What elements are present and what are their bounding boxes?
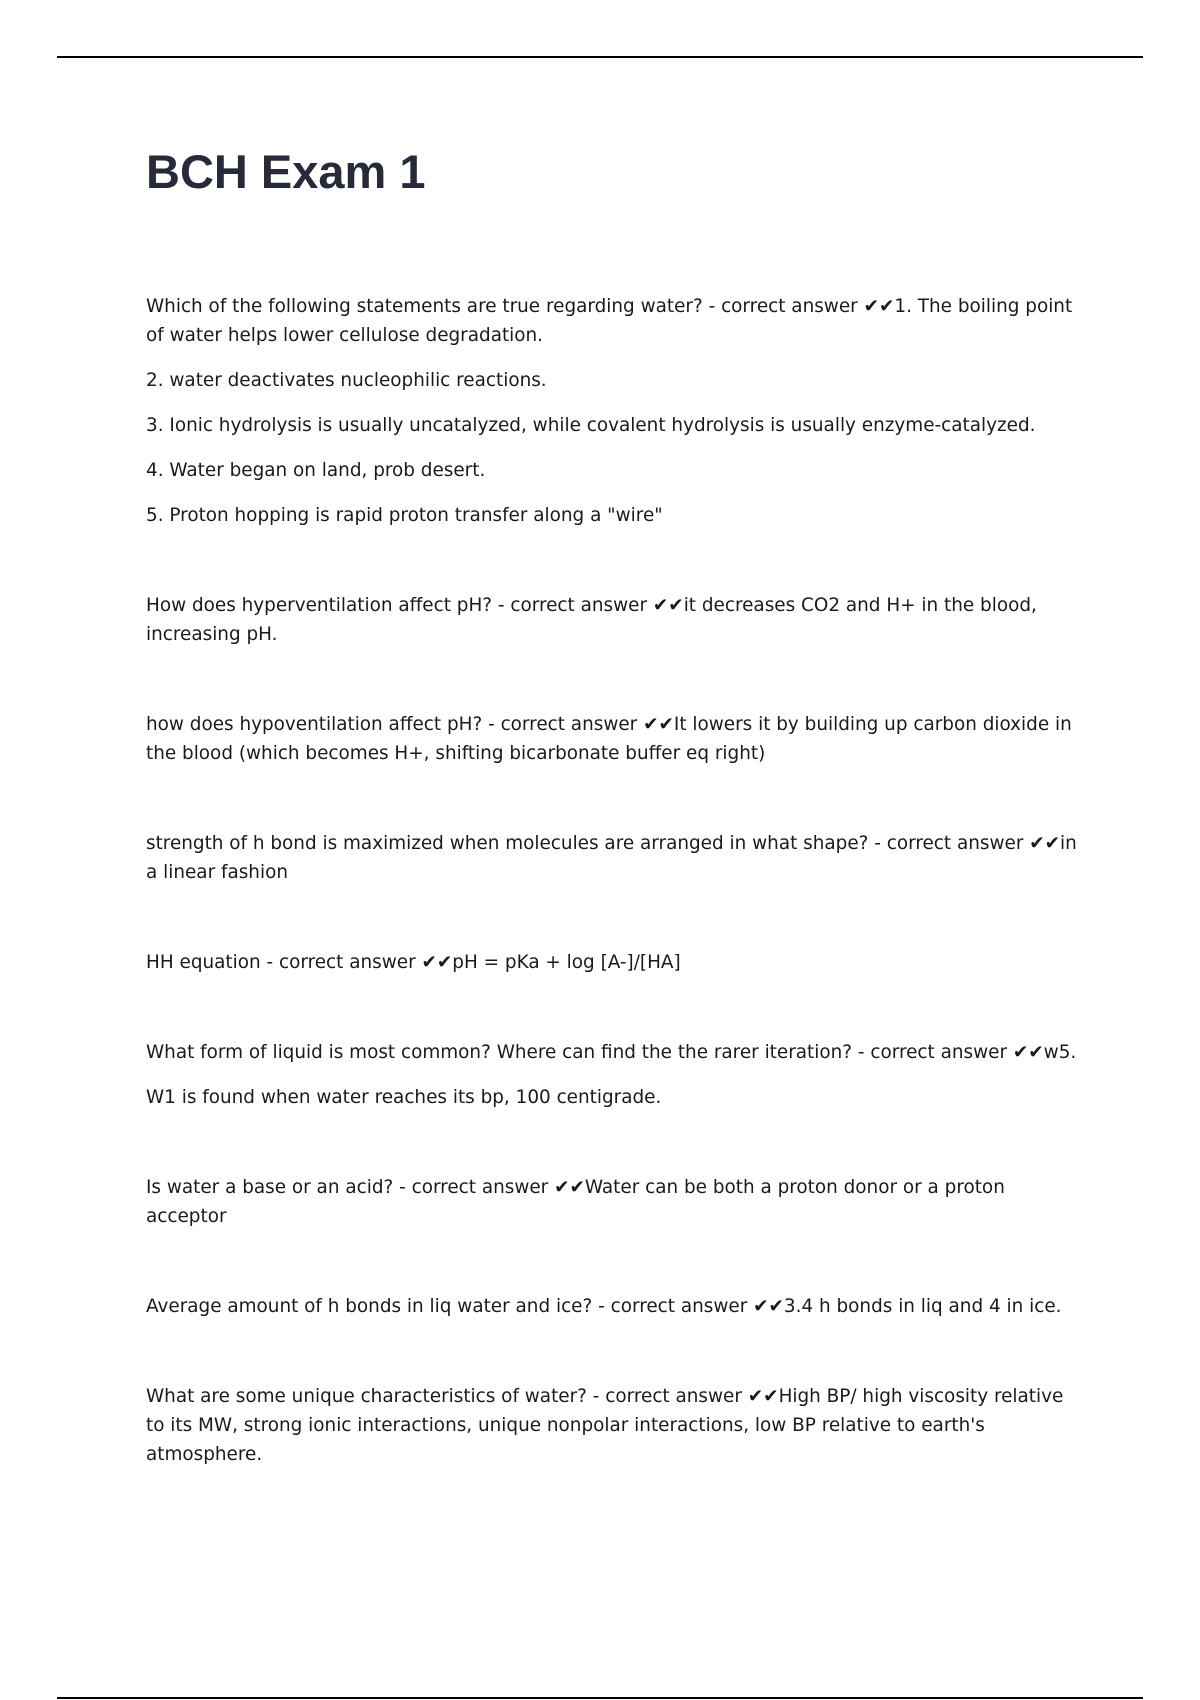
bottom-rule — [57, 1697, 1143, 1699]
qa-item — [146, 710, 1086, 768]
qa-line: Average amount of h bonds in liq water and ice? - correct answer ✔✔3.4 h bonds in liq and 4 in ice. — [146, 1296, 1062, 1317]
qa-line: 5. Proton hopping is rapid proton transfer along a "wire" — [146, 505, 663, 526]
qa-line: strength of h bond is maximized when molecules are arranged in what shape? - correct answer ✔✔in a linear fashion — [146, 833, 1077, 883]
qa-line: What are some unique characteristics of water? - correct answer ✔✔High BP/ high viscosity relative to its MW, strong ionic interactions, unique nonpolar interactions, low BP relative to earth's atmosphere. — [146, 1386, 1064, 1465]
qa-line: 3. Ionic hydrolysis is usually uncatalyzed, while covalent hydrolysis is usually enzyme-catalyzed. — [146, 415, 1036, 436]
top-rule — [57, 56, 1143, 58]
qa-list — [146, 292, 1086, 1530]
qa-line: 2. water deactivates nucleophilic reactions. — [146, 370, 547, 391]
qa-item — [146, 591, 1086, 649]
qa-item — [146, 1038, 1086, 1112]
qa-item — [146, 1382, 1086, 1469]
qa-item — [146, 1292, 1086, 1321]
qa-line: 4. Water began on land, prob desert. — [146, 460, 486, 481]
qa-line: What form of liquid is most common? Where can find the the rarer iteration? - correct answer ✔✔w5. — [146, 1042, 1077, 1063]
qa-line: W1 is found when water reaches its bp, 100 centigrade. — [146, 1087, 662, 1108]
page-title: BCH Exam 1 — [146, 145, 426, 198]
qa-line: Which of the following statements are true regarding water? - correct answer ✔✔1. The boiling point of water helps lower cellulose degradation. — [146, 296, 1073, 346]
qa-line: Is water a base or an acid? - correct answer ✔✔Water can be both a proton donor or a proton acceptor — [146, 1177, 1005, 1227]
qa-item — [146, 948, 1086, 977]
qa-item — [146, 829, 1086, 887]
qa-line: how does hypoventilation affect pH? - correct answer ✔✔It lowers it by building up carbon dioxide in the blood (which becomes H+, shifting bicarbonate buffer eq right) — [146, 714, 1072, 764]
qa-line: HH equation - correct answer ✔✔pH = pKa + log [A-]/[HA] — [146, 952, 681, 973]
qa-item — [146, 1173, 1086, 1231]
qa-line: How does hyperventilation affect pH? - correct answer ✔✔it decreases CO2 and H+ in the blood, increasing pH. — [146, 595, 1037, 645]
qa-item — [146, 292, 1086, 530]
